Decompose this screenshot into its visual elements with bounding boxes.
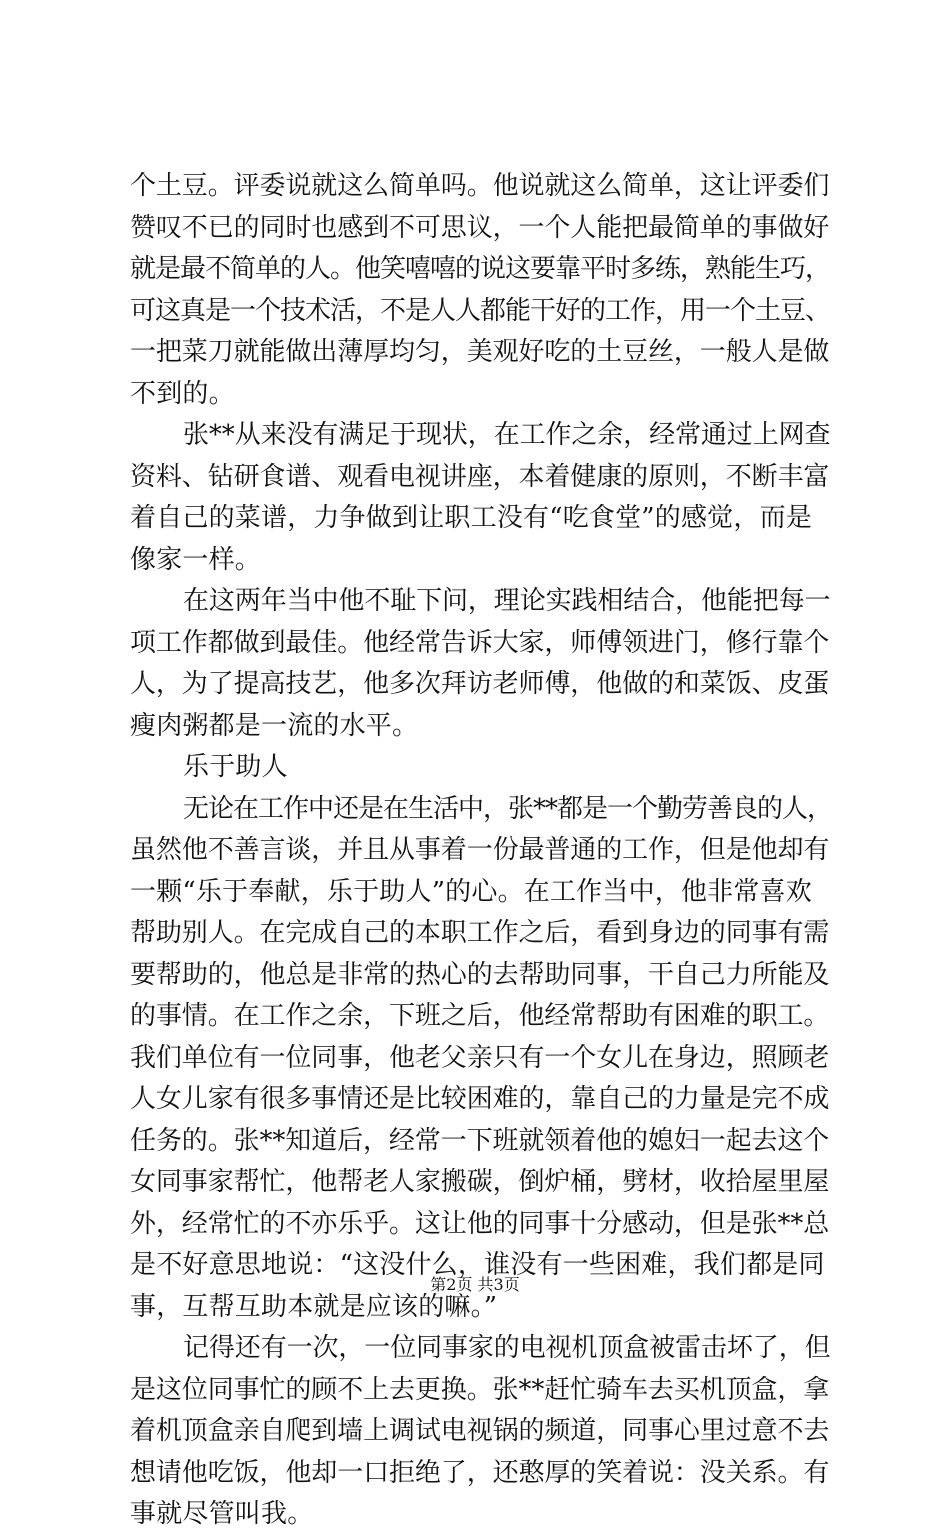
text-line: 要帮助的，他总是非常的热心的去帮助同事，干自己力所能及 [130, 959, 830, 990]
text-line: 女同事家帮忙，他帮老人家搬碳，倒炉桶，劈材，收拾屋里屋 [130, 1167, 830, 1197]
paragraph-first-line: 张**从来没有满足于现状，在工作之余，经常通过上网查 [183, 420, 831, 450]
text-line: 事就尽管叫我。 [130, 1499, 314, 1529]
text-line: 就是最不简单的人。他笑嘻嘻的说这要靠平时多练，熟能生巧， [130, 254, 831, 284]
text-line: 想请他吃饭，他却一口拒绝了，还憨厚的笑着说：没关系。有 [130, 1457, 830, 1488]
text-line: 人，为了提高技艺，他多次拜访老师傅，他做的和菜饭、皮蛋 [130, 669, 830, 699]
text-line: 虽然他不善言谈，并且从事着一份最普通的工作，但是他却有 [130, 835, 830, 865]
text-line: 资料、钻研食谱、观看电视讲座，本着健康的原则，不断丰富 [130, 461, 830, 492]
text-line: 着自己的菜谱，力争做到让职工没有“吃食堂”的感觉，而是 [130, 503, 812, 533]
text-line: 像家一样。 [130, 544, 262, 575]
text-line: 帮助别人。在完成自己的本职工作之后，看到身边的同事有需 [130, 918, 830, 948]
text-line: 是这位同事忙的顾不上去更换。张**赶忙骑车去买机顶盒，拿 [130, 1374, 830, 1405]
page-footer: 第2页 共3页 [430, 1275, 520, 1294]
text-line: 项工作都做到最佳。他经常告诉大家，师傅领进门，修行靠个 [130, 627, 830, 658]
text-line: 外，经常忙的不亦乐乎。这让他的同事十分感动，但是张**总 [130, 1208, 830, 1239]
text-line: 不到的。 [130, 378, 235, 409]
body-text [130, 166, 833, 1536]
paragraph-first-line: 记得还有一次，一位同事家的电视机顶盒被雷击坏了，但 [183, 1333, 831, 1363]
text-line: 我们单位有一位同事，他老父亲只有一个女儿在身边，照顾老 [130, 1042, 830, 1073]
text-line: 瘦肉粥都是一流的水平。 [130, 710, 419, 741]
text-line: 任务的。张**知道后，经常一下班就领着他的媳妇一起去这个 [130, 1125, 830, 1156]
text-line: 事，互帮互助本就是应该的嘛。” [130, 1291, 498, 1322]
paragraph-first-line: 在这两年当中他不耻下问，理论实践相结合，他能把每一 [183, 586, 831, 616]
text-line: 赞叹不已的同时也感到不可思议，一个人能把最简单的事做好 [130, 212, 830, 243]
text-line: 是不好意思地说：“这没什么，谁没有一些困难，我们都是同 [130, 1250, 825, 1280]
paragraph-first-line: 无论在工作中还是在生活中，张**都是一个勤劳善良的人， [183, 793, 833, 824]
text-line: 人女儿家有很多事情还是比较困难的，靠自己的力量是完不成 [130, 1084, 830, 1114]
text-line: 的事情。在工作之余，下班之后，他经常帮助有困难的职工。 [130, 1001, 830, 1031]
text-line: 一把菜刀就能做出薄厚均匀，美观好吃的土豆丝，一般人是做 [130, 337, 830, 367]
text-line: 一颗“乐于奉献，乐于助人”的心。在工作当中，他非常喜欢 [130, 876, 812, 907]
text-line: 可这真是一个技术活，不是人人都能干好的工作，用一个土豆、 [130, 295, 831, 326]
text-line: 着机顶盒亲自爬到墙上调试电视锅的频道，同事心里过意不去 [130, 1416, 830, 1446]
text-line: 个土豆。评委说就这么简单吗。他说就这么简单，这让评委们 [130, 171, 830, 201]
section-heading: 乐于助人 [183, 752, 288, 782]
